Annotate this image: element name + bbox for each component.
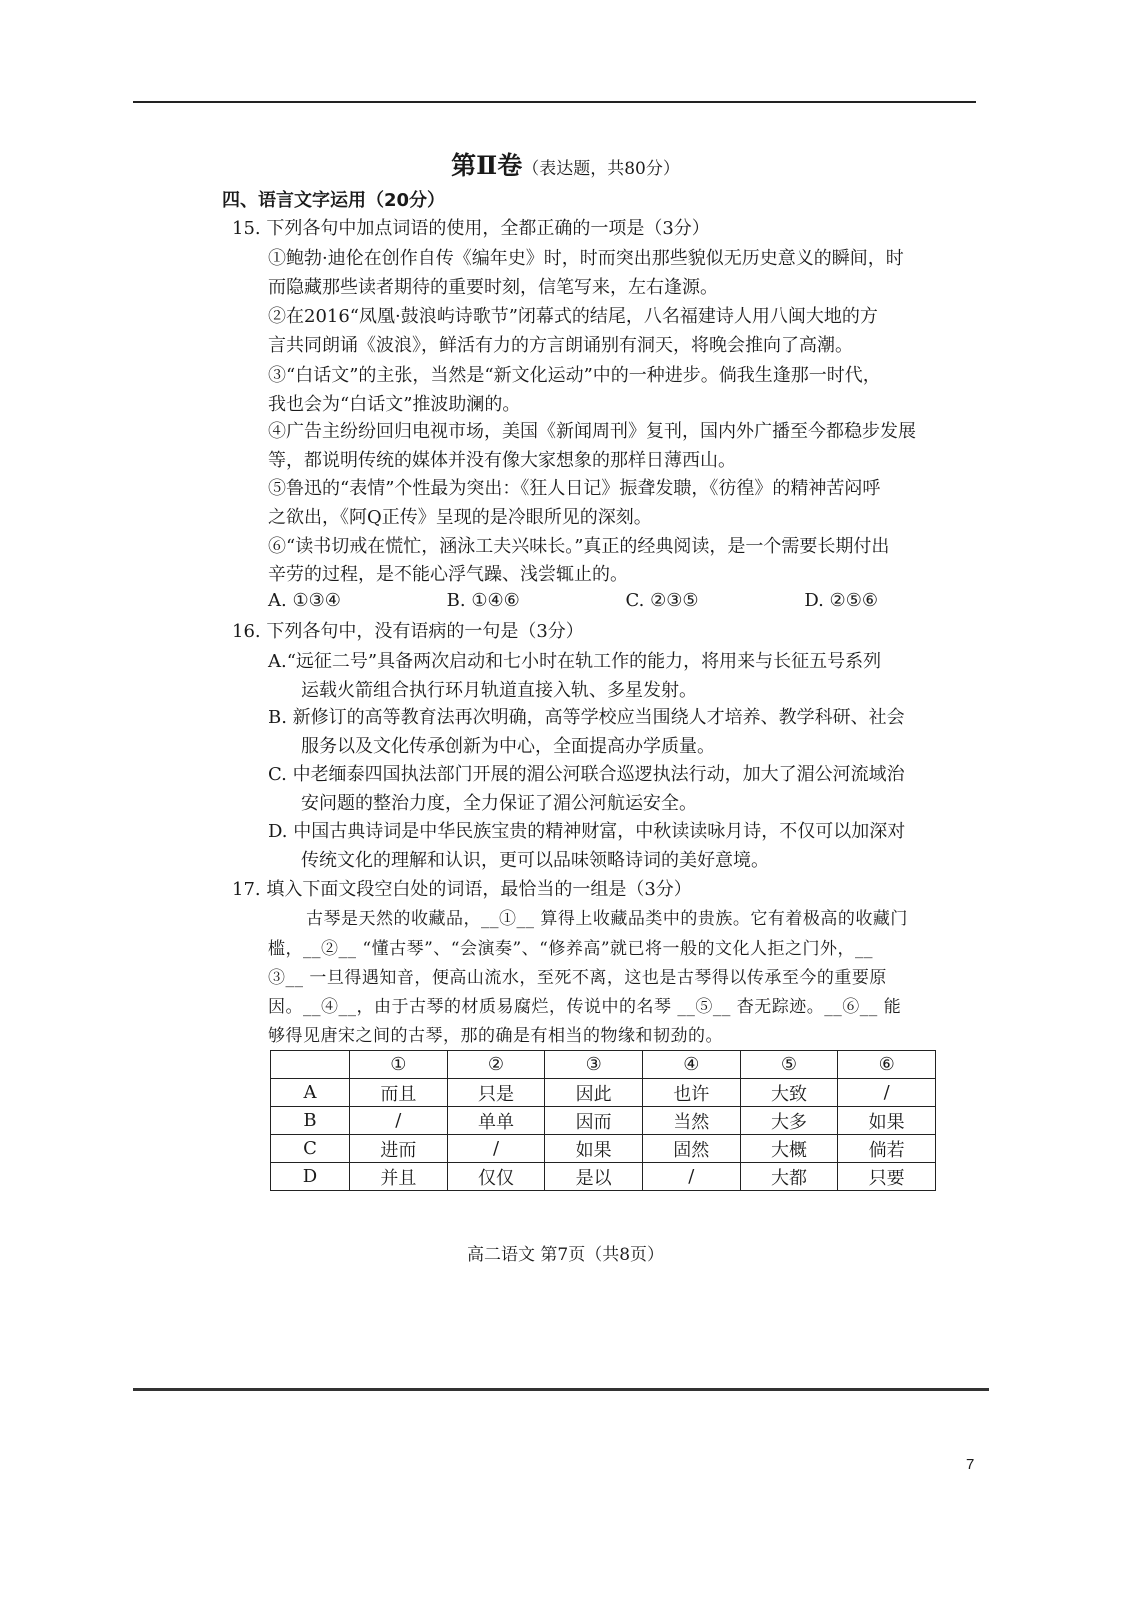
table-cell: 大都 (740, 1163, 838, 1191)
table-cell: ⑤ (740, 1051, 838, 1079)
table-cell: 当然 (642, 1107, 740, 1135)
table-header-row (271, 1051, 936, 1079)
q16-option-c-cont: 安问题的整治力度，全力保证了湄公河航运安全。 (301, 793, 697, 814)
q15-line: ⑤鲁迅的“表情”个性最为突出：《狂人日记》振聋发聩，《彷徨》的精神苦闷呼 (268, 478, 881, 499)
q17-passage-line: 够得见唐宋之间的古琴，那的确是有相当的物缘和韧劲的。 (268, 1026, 723, 1046)
q16-option-c: C. 中老缅泰四国执法部门开展的湄公河联合巡逻执法行动，加大了湄公河流域治 (268, 764, 905, 785)
table-cell: 大概 (740, 1135, 838, 1163)
q15-line: ④广告主纷纷回归电视市场，美国《新闻周刊》复刊，国内外广播至今都稳步发展 (268, 421, 916, 442)
q16-option-b-cont: 服务以及文化传承创新为中心，全面提高办学质量。 (301, 736, 715, 757)
page-footer: 高二语文 第7页（共8页） (466, 1245, 665, 1265)
q15-line: 之欲出，《阿Q正传》呈现的是冷眼所见的深刻。 (268, 507, 652, 528)
page-number: 7 (966, 1456, 975, 1473)
q15-line: 言共同朗诵《波浪》，鲜活有力的方言朗诵别有洞天，将晚会推向了高潮。 (268, 335, 853, 356)
table-cell: 仅仅 (447, 1163, 545, 1191)
table-cell: / (642, 1163, 740, 1191)
q16-option-a: A.“远征二号”具备两次启动和七小时在轨工作的能力，将用来与长征五号系列 (268, 651, 882, 672)
q15-line: 我也会为“白话文”推波助澜的。 (268, 394, 521, 415)
table-cell: ⑥ (838, 1051, 936, 1079)
table-cell: 单单 (447, 1107, 545, 1135)
q17-choice-table (270, 1050, 936, 1191)
table-cell: / (447, 1135, 545, 1163)
table-row (271, 1163, 936, 1191)
table-cell: ④ (642, 1051, 740, 1079)
table-cell: ③ (545, 1051, 643, 1079)
table-cell: A (271, 1079, 350, 1107)
table-cell: 只要 (838, 1163, 936, 1191)
table-row (271, 1079, 936, 1107)
table-cell: 只是 (447, 1079, 545, 1107)
q15-option-d: D. ②⑤⑥ (804, 590, 878, 611)
q15-option-a: A. ①③④ (268, 590, 341, 611)
q17-passage-line: 因。__④__，由于古琴的材质易腐烂，传说中的名琴 __⑤__ 杳无踪迹。__⑥__ 能 (268, 997, 902, 1017)
table-cell: 如果 (545, 1135, 643, 1163)
table-cell: ② (447, 1051, 545, 1079)
table-cell: / (350, 1107, 448, 1135)
q15-line: ⑥“读书切戒在慌忙，涵泳工夫兴味长。”真正的经典阅读，是一个需要长期付出 (268, 536, 890, 557)
table-cell: 因而 (545, 1107, 643, 1135)
table-cell: 倘若 (838, 1135, 936, 1163)
part-title (0, 146, 1131, 182)
q17-stem: 17. 填入下面文段空白处的词语，最恰当的一组是（3分） (232, 879, 692, 900)
table-cell: 如果 (838, 1107, 936, 1135)
table-cell: 固然 (642, 1135, 740, 1163)
table-cell: 进而 (350, 1135, 448, 1163)
q15-line: ①鲍勃·迪伦在创作自传《编年史》时，时而突出那些貌似无历史意义的瞬间，时 (268, 248, 904, 269)
q15-option-b: B. ①④⑥ (446, 590, 520, 611)
q15-line: 辛劳的过程，是不能心浮气躁、浅尝辄止的。 (268, 564, 628, 585)
bottom-rule (133, 1388, 989, 1391)
part-title-sub: （表达题，共80分） (522, 159, 680, 179)
table-cell: ① (350, 1051, 448, 1079)
q15-options (268, 590, 878, 611)
q15-line: 而隐藏那些读者期待的重要时刻，信笔写来，左右逢源。 (268, 277, 718, 298)
q16-option-d: D. 中国古典诗词是中华民族宝贵的精神财富，中秋读读咏月诗，不仅可以加深对 (268, 821, 906, 842)
q15-line: ③“白话文”的主张，当然是“新文化运动”中的一种进步。倘我生逢那一时代， (268, 365, 881, 386)
table-cell: 因此 (545, 1079, 643, 1107)
q15-line: 等，都说明传统的媒体并没有像大家想象的那样日薄西山。 (268, 450, 736, 471)
q16-option-b: B. 新修订的高等教育法再次明确，高等学校应当围绕人才培养、教学科研、社会 (268, 707, 905, 728)
q15-line: ②在2016“凤凰·鼓浪屿诗歌节”闭幕式的结尾，八名福建诗人用八闽大地的方 (268, 306, 878, 327)
q15-stem: 15. 下列各句中加点词语的使用，全都正确的一项是（3分） (232, 218, 710, 239)
table-cell: 而且 (350, 1079, 448, 1107)
table-cell: 并且 (350, 1163, 448, 1191)
q15-option-c: C. ②③⑤ (625, 590, 699, 611)
table-cell: 大多 (740, 1107, 838, 1135)
table-cell (271, 1051, 350, 1079)
table-cell: 是以 (545, 1163, 643, 1191)
table-row (271, 1135, 936, 1163)
table-cell: D (271, 1163, 350, 1191)
q16-option-d-cont: 传统文化的理解和认识，更可以品味领略诗词的美好意境。 (301, 850, 769, 871)
q16-option-a-cont: 运载火箭组合执行环月轨道直接入轨、多星发射。 (301, 680, 697, 701)
q17-passage-line: ③__ 一旦得遇知音，便高山流水，至死不离，这也是古琴得以传承至今的重要原 (268, 968, 887, 988)
q17-passage-line: 槛，__②__ “懂古琴”、“会演奏”、“修养高”就已将一般的文化人拒之门外，__ (268, 939, 874, 959)
table-cell: 也许 (642, 1079, 740, 1107)
q16-stem: 16. 下列各句中，没有语病的一句是（3分） (232, 621, 584, 642)
table-row (271, 1107, 936, 1135)
part-title-main: 第Ⅱ卷 (451, 151, 523, 180)
top-rule (133, 101, 976, 103)
table-cell: C (271, 1135, 350, 1163)
table-cell: B (271, 1107, 350, 1135)
table-cell: 大致 (740, 1079, 838, 1107)
table-cell: / (838, 1079, 936, 1107)
q17-passage-line: 古琴是天然的收藏品，__①__ 算得上收藏品类中的贵族。它有着极高的收藏门 (306, 909, 908, 929)
section-heading: 四、语言文字运用（20分） (222, 190, 446, 211)
